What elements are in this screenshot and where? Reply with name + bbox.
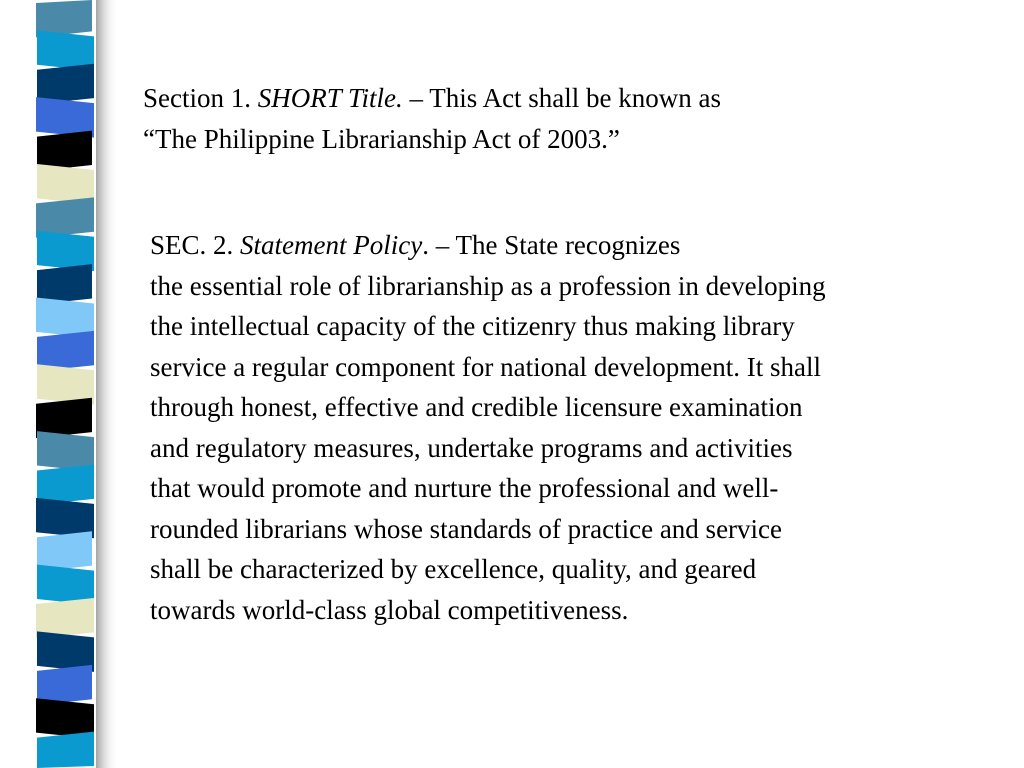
section-2-line: shall be characterized by excellence, quality, and geared xyxy=(150,554,757,584)
section-2-prefix: SEC. 2. xyxy=(150,230,241,260)
section-2-line: rounded librarians whose standards of practice and service xyxy=(150,513,783,544)
decorative-stripe xyxy=(0,0,118,768)
section-2-heading-rest: . – The State recognizes xyxy=(422,230,681,260)
section-2-line: towards world-class global competitiveness. xyxy=(150,594,629,625)
section-1-prefix: Section 1. xyxy=(143,83,258,113)
section-2-title: Statement Policy xyxy=(240,230,423,260)
stripe-shadow xyxy=(96,0,118,768)
stripe-graphic xyxy=(0,0,118,768)
section-1-title: SHORT Title. xyxy=(257,83,403,113)
section-1-heading-rest: – This Act shall be known as xyxy=(402,83,722,113)
section-2-line: that would promote and nurture the professional and well- xyxy=(150,473,779,503)
stripe-block xyxy=(37,732,94,768)
stripe-block xyxy=(37,264,92,304)
section-2-line: and regulatory measures, undertake programs and activities xyxy=(150,432,793,463)
section-2-heading-line xyxy=(150,225,826,266)
stripe-blocks xyxy=(36,0,94,768)
section-2-line: the essential role of librarianship as a profession in developing xyxy=(150,270,826,301)
section-1-line-1 xyxy=(143,78,721,119)
section-2-line: the intellectual capacity of the citizenry thus making library xyxy=(150,311,795,341)
section-2-line: service a regular component for national development. It shall xyxy=(150,351,822,382)
section-1-line-2: “The Philippine Librarianship Act of 2003.” xyxy=(143,123,620,154)
section-2-line: through honest, effective and credible licensure examination xyxy=(150,392,803,422)
stripe-block xyxy=(37,665,92,705)
stripe-block xyxy=(37,464,94,504)
section-2-paragraph xyxy=(150,225,826,630)
stripe-block xyxy=(37,64,94,104)
section-1-paragraph xyxy=(143,78,721,159)
